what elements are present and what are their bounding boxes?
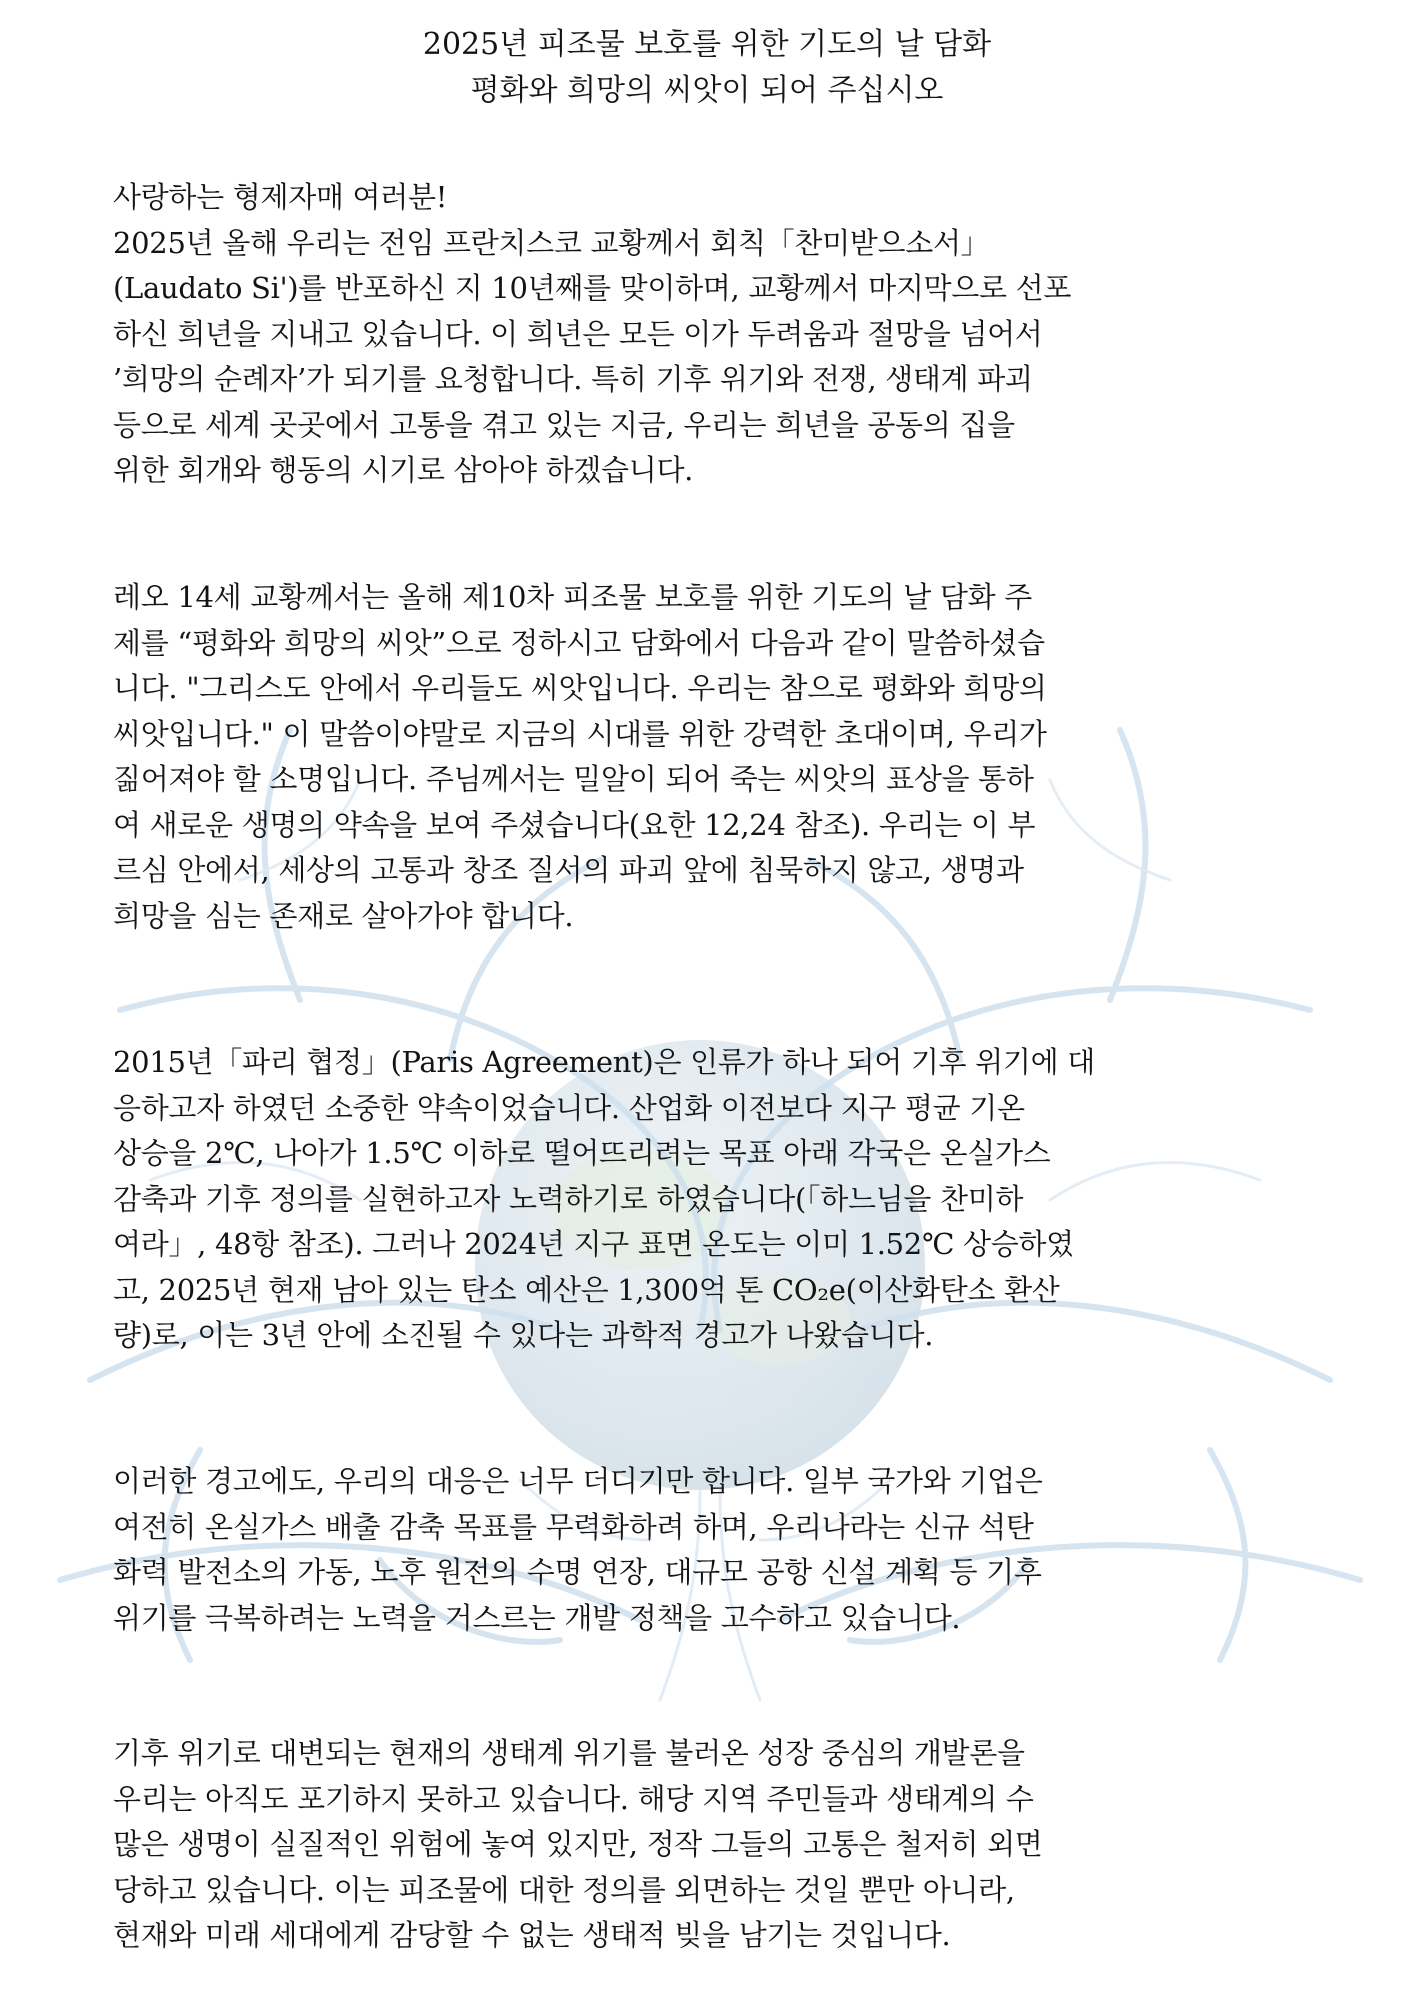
text-line: 기후 위기로 대변되는 현재의 생태계 위기를 불러온 성장 중심의 개발론을 <box>113 1736 1025 1770</box>
text-line: 많은 생명이 실질적인 위험에 놓여 있지만, 정작 그들의 고통은 철저히 외면 <box>113 1827 1043 1861</box>
text-line: 씨앗입니다." 이 말씀이야말로 지금의 시대를 위한 강력한 초대이며, 우리가 <box>113 716 1047 751</box>
text-line: 고, 2025년 현재 남아 있는 탄소 예산은 1,300억 톤 CO₂e(이산화탄소 환산 <box>113 1272 1060 1307</box>
text-line: 2015년「파리 협정」(Paris Agreement)은 인류가 하나 되어 기후 위기에 대 <box>113 1045 1095 1079</box>
paragraph <box>113 175 1313 494</box>
document-title <box>0 22 1414 114</box>
text-line: 화력 발전소의 가동, 노후 원전의 수명 연장, 대규모 공항 신설 계획 등 기후 <box>113 1555 1042 1589</box>
text-line: 여 새로운 생명의 약속을 보여 주셨습니다(요한 12,24 참조). 우리는 이 부 <box>113 807 1036 842</box>
text-line: 2025년 올해 우리는 전임 프란치스코 교황께서 회칙「찬미받으소서」 <box>113 225 990 260</box>
text-line: 위한 회개와 행동의 시기로 삼아야 하겠습니다. <box>113 453 694 487</box>
text-line: 르심 안에서, 세상의 고통과 창조 질서의 파괴 앞에 침묵하지 않고, 생명과 <box>113 853 1024 887</box>
paragraph <box>113 1459 1313 1641</box>
text-line: 상승을 2℃, 나아가 1.5℃ 이하로 떨어뜨리려는 목표 아래 각국은 온실가스 <box>113 1136 1051 1170</box>
text-line: 응하고자 하였던 소중한 약속이었습니다. 산업화 이전보다 지구 평균 기온 <box>113 1090 1025 1125</box>
text-line: (Laudato Si')를 반포하신 지 10년째를 맞이하며, 교황께서 마지막으로 선포 <box>113 271 1072 305</box>
text-line: 등으로 세계 곳곳에서 고통을 겪고 있는 지금, 우리는 희년을 공동의 집을 <box>113 407 1015 442</box>
text-line: 위기를 극복하려는 노력을 거스르는 개발 정책을 고수하고 있습니다. <box>113 1600 961 1635</box>
text-line: 제를 “평화와 희망의 씨앗”으로 정하시고 담화에서 다음과 같이 말씀하셨습 <box>113 625 1045 660</box>
text-line: 짊어져야 할 소명입니다. 주님께서는 밀알이 되어 죽는 씨앗의 표상을 통하 <box>113 762 1034 796</box>
text-line: 하신 희년을 지내고 있습니다. 이 희년은 모든 이가 두려움과 절망을 넘어서 <box>113 316 1043 351</box>
text-line: 희망을 심는 존재로 살아가야 합니다. <box>113 898 574 933</box>
paragraph <box>113 1040 1313 1359</box>
subtitle-line: 평화와 희망의 씨앗이 되어 주십시오 <box>470 73 944 108</box>
text-line: 여전히 온실가스 배출 감축 목표를 무력화하려 하며, 우리나라는 신규 석탄 <box>113 1509 1034 1544</box>
paragraph <box>113 575 1313 939</box>
text-line: 당하고 있습니다. 이는 피조물에 대한 정의를 외면하는 것일 뿐만 아니라, <box>113 1872 1015 1907</box>
text-line: 현재와 미래 세대에게 감당할 수 없는 생태적 빚을 남기는 것입니다. <box>113 1918 951 1952</box>
text-line: 우리는 아직도 포기하지 못하고 있습니다. 해당 지역 주민들과 생태계의 수 <box>113 1781 1034 1816</box>
text-line: 이러한 경고에도, 우리의 대응은 너무 더디기만 합니다. 일부 국가와 기업은 <box>113 1464 1043 1498</box>
text-line: 여라」, 48항 참조). 그러나 2024년 지구 표면 온도는 이미 1.52℃ 상승하였 <box>113 1227 1074 1261</box>
paragraph <box>113 1731 1313 1959</box>
title-line: 2025년 피조물 보호를 위한 기도의 날 담화 <box>422 27 992 62</box>
text-line: 사랑하는 형제자매 여러분! <box>113 180 448 214</box>
text-line: 니다. "그리스도 안에서 우리들도 씨앗입니다. 우리는 참으로 평화와 희망의 <box>113 671 1047 705</box>
text-line: 감축과 기후 정의를 실현하고자 노력하기로 하였습니다(「하느님을 찬미하 <box>113 1181 1024 1216</box>
text-line: ’희망의 순례자’가 되기를 요청합니다. 특히 기후 위기와 전쟁, 생태계 파괴 <box>113 362 1033 396</box>
text-line: 량)로, 이는 3년 안에 소진될 수 있다는 과학적 경고가 나왔습니다. <box>113 1318 934 1352</box>
text-line: 레오 14세 교황께서는 올해 제10차 피조물 보호를 위한 기도의 날 담화 주 <box>113 580 1032 614</box>
